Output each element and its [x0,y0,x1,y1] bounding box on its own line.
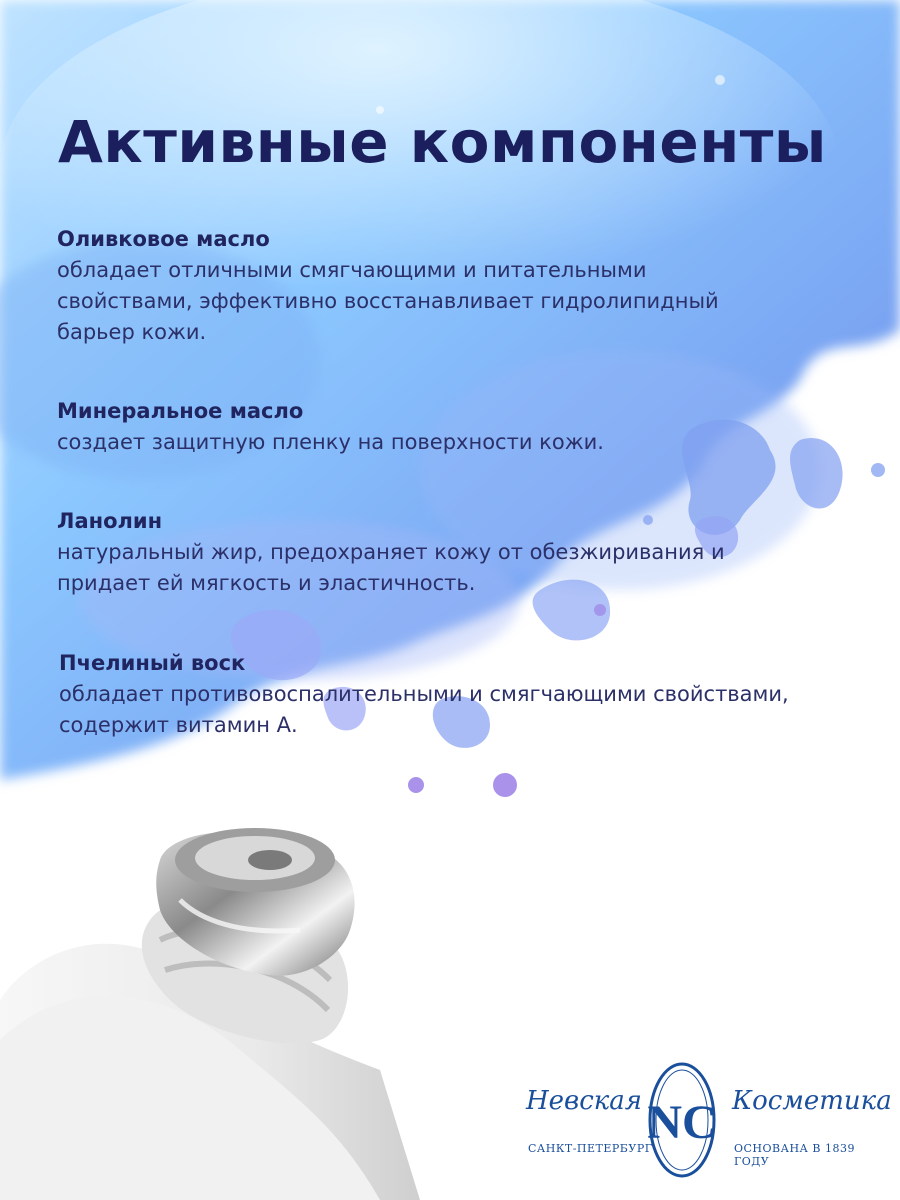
brand-word-right: Косметика [732,1086,892,1116]
brand-word-left: Невская [526,1086,642,1116]
ingredient-olive-oil [57,224,857,348]
ingredient-name: Ланолин [57,509,163,533]
ingredient-name: Минеральное масло [57,399,304,423]
nc-monogram-icon [636,1060,728,1180]
ingredient-name: Пчелиный воск [59,651,246,675]
brand-logo [526,1058,892,1188]
ingredient-mineral-oil [57,396,857,458]
page-title: Активные компоненты [58,108,827,176]
brand-city: САНКТ-ПЕТЕРБУРГ [528,1142,653,1155]
monogram-text: NC [647,1096,717,1149]
ingredient-description: создает защитную пленку на поверхности кожи. [57,430,604,454]
ingredient-description: обладает противовоспалительными и смягчающими свойствами, содержит витамин А. [59,682,789,737]
ingredient-lanolin [57,506,857,599]
ingredient-name: Оливковое масло [57,227,270,251]
ingredient-beeswax [59,648,859,741]
ingredient-description: обладает отличными смягчающими и питательными свойствами, эффективно восстанавливает гидролипидный барьер кожи. [57,258,719,344]
ingredient-description: натуральный жир, предохраняет кожу от обезжиривания и придает ей мягкость и эластичность. [57,540,725,595]
brand-founded: ОСНОВАНА В 1839 ГОДУ [734,1142,855,1168]
